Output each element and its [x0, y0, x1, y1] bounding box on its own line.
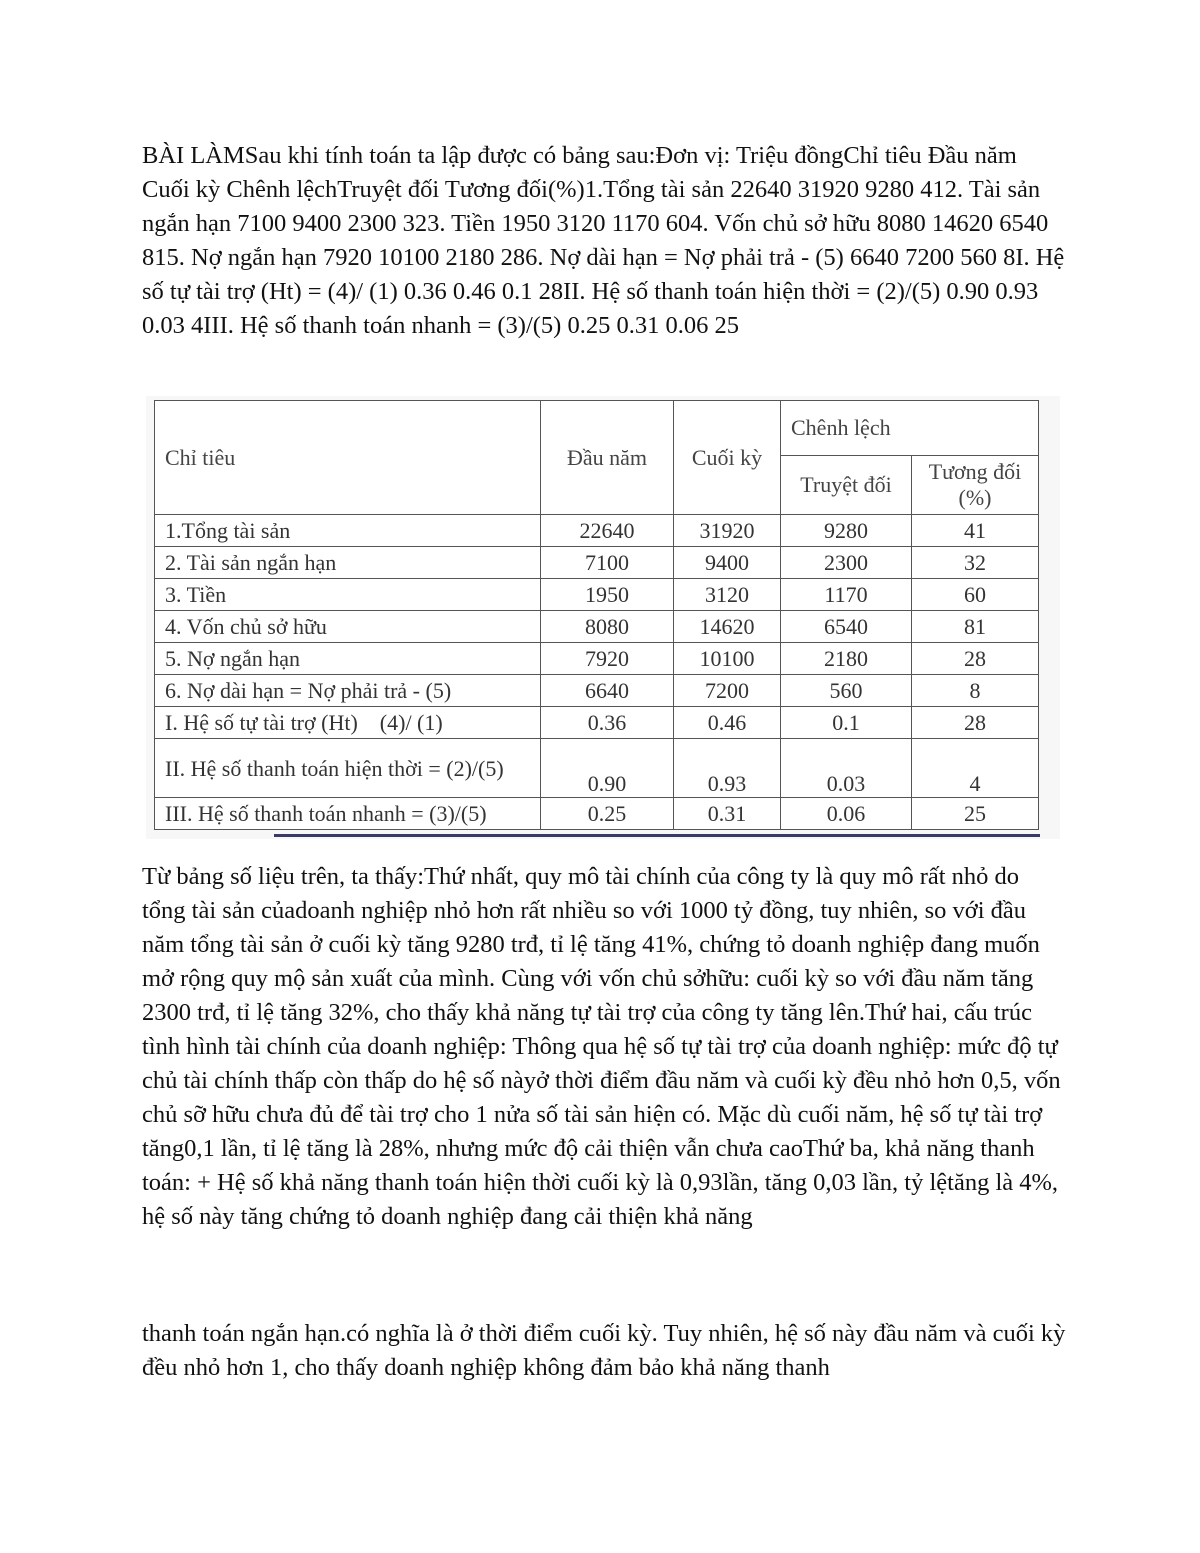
header-indicator: Chỉ tiêu [155, 401, 541, 515]
row-end: 0.46 [674, 707, 781, 739]
row-start: 6640 [541, 675, 674, 707]
row-relative: 4 [912, 739, 1039, 798]
table-row [155, 675, 1039, 707]
row-label: 4. Vốn chủ sở hữu [155, 611, 541, 643]
row-relative: 81 [912, 611, 1039, 643]
row-absolute: 2300 [781, 547, 912, 579]
row-label: III. Hệ số thanh toán nhanh = (3)/(5) [155, 798, 541, 830]
row-end: 31920 [674, 515, 781, 547]
row-absolute: 9280 [781, 515, 912, 547]
table-row [155, 579, 1039, 611]
table-row [155, 739, 1039, 798]
row-end: 7200 [674, 675, 781, 707]
row-end: 3120 [674, 579, 781, 611]
table-row [155, 798, 1039, 830]
row-absolute: 1170 [781, 579, 912, 611]
row-start: 7920 [541, 643, 674, 675]
financial-table [154, 400, 1039, 830]
table-row [155, 643, 1039, 675]
table-body [155, 515, 1039, 830]
table-image-edge [274, 834, 1040, 837]
row-absolute: 0.06 [781, 798, 912, 830]
table-row [155, 515, 1039, 547]
row-label: 2. Tài sản ngắn hạn [155, 547, 541, 579]
row-relative: 8 [912, 675, 1039, 707]
row-label: 3. Tiền [155, 579, 541, 611]
row-start: 0.90 [541, 739, 674, 798]
row-end: 9400 [674, 547, 781, 579]
table-row [155, 707, 1039, 739]
row-relative: 25 [912, 798, 1039, 830]
header-end: Cuối kỳ [674, 401, 781, 515]
continuation-paragraph: thanh toán ngắn hạn.có nghĩa là ở thời điểm cuối kỳ. Tuy nhiên, hệ số này đầu năm và cuối kỳ đều nhỏ hơn 1, cho thấy doanh nghiệp không đảm bảo khả năng thanh [142, 1320, 1066, 1381]
header-relative: Tương đối (%) [912, 456, 1039, 515]
row-start: 0.36 [541, 707, 674, 739]
row-relative: 28 [912, 707, 1039, 739]
row-start: 7100 [541, 547, 674, 579]
row-absolute: 560 [781, 675, 912, 707]
row-relative: 28 [912, 643, 1039, 675]
row-absolute: 2180 [781, 643, 912, 675]
table-image [146, 396, 1060, 839]
row-absolute: 6540 [781, 611, 912, 643]
analysis-paragraph: Từ bảng số liệu trên, ta thấy:Thứ nhất, quy mô tài chính của công ty là quy mô rất nhỏ do tổng tài sản củadoanh nghiệp nhỏ hơn rất nhiều so với 1000 tỷ đồng, tuy nhiên, so với đầu năm tổng tài sản ở cuối kỳ tăng 9280 trđ, tỉ lệ tăng 41%, chứng tỏ doanh nghiệp đang muốn mở rộng quy mộ sản xuất của mình. Cùng với vốn chủ sởhữu: cuối kỳ so với đầu năm tăng 2300 trđ, tỉ lệ tăng 32%, cho thấy khả năng tự tài trợ của công ty tăng lên.Thứ hai, cấu trúc tình hình tài chính của doanh nghiệp: Thông qua hệ số tự tài trợ của doanh nghiệp: mức độ tự chủ tài chính thấp còn thấp do hệ số nàyở thời điểm đầu năm và cuối kỳ đều nhỏ hơn 0,5, vốn chủ sỡ hữu chưa đủ để tài trợ cho 1 nửa số tài sản hiện có. Mặc dù cuối năm, hệ số tự tài trợ tăng0,1 lần, tỉ lệ tăng là 28%, nhưng mức độ cải thiện vẫn chưa caoThứ ba, khả năng thanh toán: + Hệ số khả năng thanh toán hiện thời cuối kỳ là 0,93lần, tăng 0,03 lần, tỷ lệtăng là 4%, hệ số này tăng chứng tỏ doanh nghiệp đang cải thiện khả năng [142, 863, 1061, 1230]
header-absolute: Truyệt đối [781, 456, 912, 515]
row-end: 0.93 [674, 739, 781, 798]
row-relative: 32 [912, 547, 1039, 579]
row-label: 1.Tổng tài sản [155, 515, 541, 547]
row-start: 8080 [541, 611, 674, 643]
row-relative: 60 [912, 579, 1039, 611]
row-start: 1950 [541, 579, 674, 611]
row-end: 14620 [674, 611, 781, 643]
header-difference: Chênh lệch [781, 401, 1039, 456]
row-end: 10100 [674, 643, 781, 675]
intro-paragraph: BÀI LÀMSau khi tính toán ta lập được có bảng sau:Đơn vị: Triệu đồngChỉ tiêu Đầu năm Cuối kỳ Chênh lệchTruyệt đối Tương đối(%)1.Tổng tài sản 22640 31920 9280 412. Tài sản ngắn hạn 7100 9400 2300 323. Tiền 1950 3120 1170 604. Vốn chủ sở hữu 8080 14620 6540 815. Nợ ngắn hạn 7920 10100 2180 286. Nợ dài hạn = Nợ phải trả - (5) 6640 7200 560 8I. Hệ số tự tài trợ (Ht) = (4)/ (1) 0.36 0.46 0.1 28II. Hệ số thanh toán hiện thời = (2)/(5) 0.90 0.93 0.03 4III. Hệ số thanh toán nhanh = (3)/(5) 0.25 0.31 0.06 25 [142, 142, 1065, 339]
table-row [155, 547, 1039, 579]
row-label: I. Hệ số tự tài trợ (Ht) (4)/ (1) [155, 707, 541, 739]
header-start: Đầu năm [541, 401, 674, 515]
row-label: 5. Nợ ngắn hạn [155, 643, 541, 675]
row-label: 6. Nợ dài hạn = Nợ phải trả - (5) [155, 675, 541, 707]
row-label: II. Hệ số thanh toán hiện thời = (2)/(5) [155, 739, 541, 798]
row-start: 0.25 [541, 798, 674, 830]
row-absolute: 0.03 [781, 739, 912, 798]
table-row [155, 611, 1039, 643]
row-absolute: 0.1 [781, 707, 912, 739]
row-relative: 41 [912, 515, 1039, 547]
row-start: 22640 [541, 515, 674, 547]
row-end: 0.31 [674, 798, 781, 830]
